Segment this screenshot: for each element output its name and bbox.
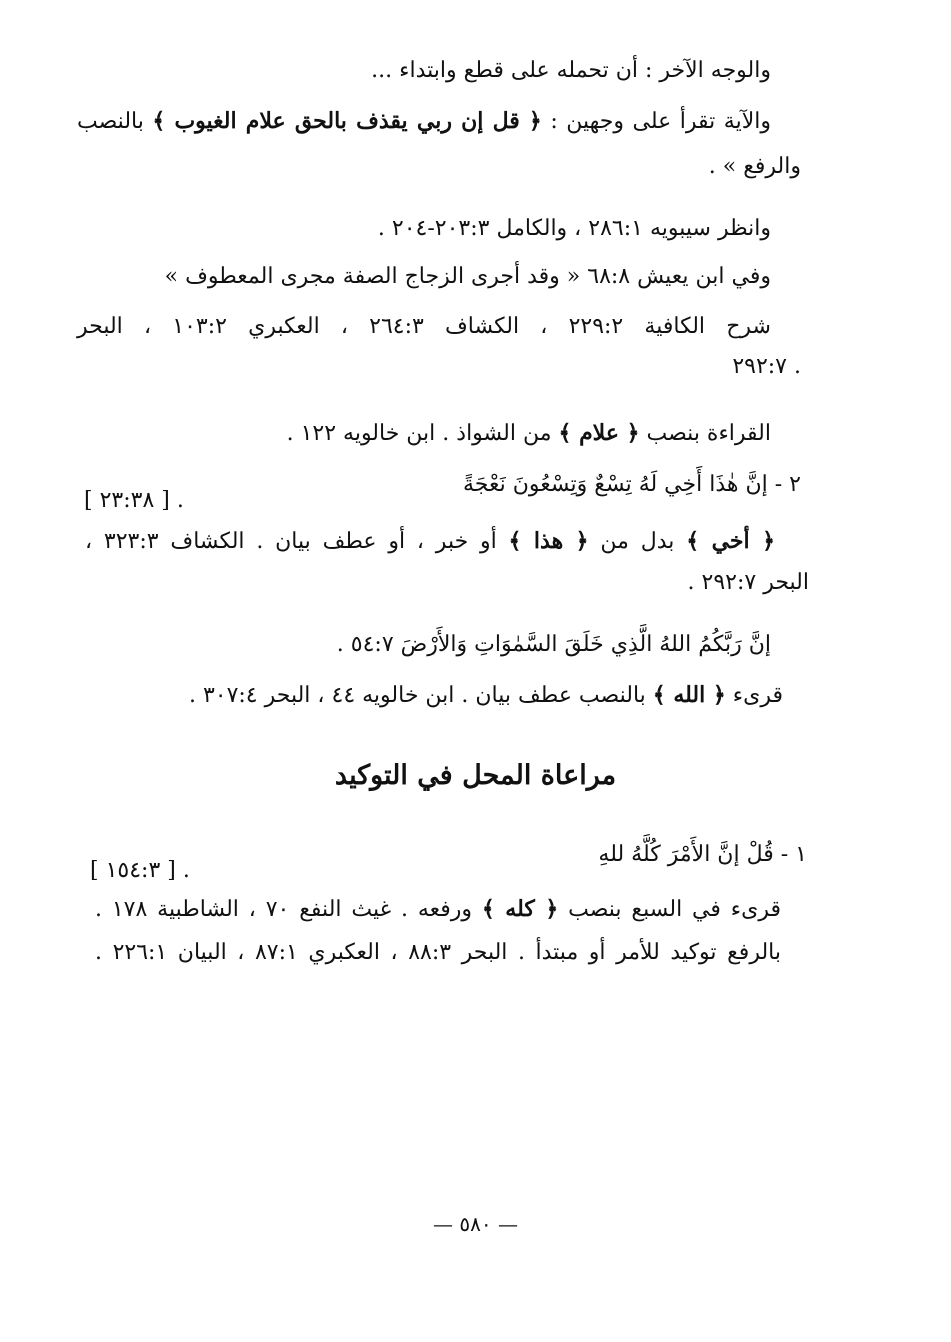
text-segment: بالنصب xyxy=(77,109,153,134)
text-line: ٢٩٢:٧ . xyxy=(732,354,801,379)
quran-quote: ﴿ علام ﴾ xyxy=(558,420,640,446)
text-segment: ورفعه . غيث النفع ٧٠ ، الشاطبية ١٧٨ . xyxy=(95,897,482,922)
quran-quote: ﴿ كله ﴾ xyxy=(481,896,559,922)
text-line: شرح الكافية ٢٢٩:٢ ، الكشاف ٢٦٤:٣ ، العكبري ١٠٣:٢ ، البحر xyxy=(77,314,771,339)
section-title: مراعاة المحل في التوكيد xyxy=(334,760,617,791)
quran-quote: ﴿ أخي ﴾ xyxy=(686,528,775,554)
text-segment: القراءة بنصب xyxy=(639,421,771,446)
text-segment: أو خبر ، أو عطف بيان . الكشاف ٣٢٣:٣ ، xyxy=(85,529,509,554)
text-segment: بدل من xyxy=(588,529,687,554)
text-line: وانظر سيبويه ٢٨٦:١ ، والكامل ٢٠٣:٣-٢٠٤ . xyxy=(377,216,771,241)
text-line: وفي ابن يعيش ٦٨:٨ « وقد أجرى الزجاج الصفة مجرى المعطوف » xyxy=(164,264,771,289)
text-line: والوجه الآخر : أن تحمله على قطع وابتداء ... xyxy=(371,58,771,83)
quran-quote: ﴿ هذا ﴾ xyxy=(508,528,589,554)
verse-line: ١ - قُلْ إنَّ الأَمْرَ كُلَّهُ للهِ xyxy=(598,842,807,867)
text-line xyxy=(95,894,781,925)
page-number: — ٥٨٠ — xyxy=(433,1212,518,1236)
text-line: البحر ٢٩٢:٧ . xyxy=(687,570,809,595)
text-line xyxy=(85,526,775,557)
text-segment: والآية تقرأ على وجهين : xyxy=(541,109,772,134)
quran-quote: ﴿ قل إن ربي يقذف بالحق علام الغيوب ﴾ xyxy=(152,108,542,134)
text-line: بالرفع توكيد للأمر أو مبتدأ . البحر ٨٨:٣ ، العكبري ٨٧:١ ، البيان ٢٢٦:١ . xyxy=(95,940,781,965)
text-line xyxy=(287,418,771,449)
text-segment: من الشواذ . ابن خالويه ١٢٢ . xyxy=(286,421,559,446)
text-segment: قرىء في السبع بنصب xyxy=(558,897,781,922)
text-segment: بالنصب عطف بيان . ابن خالويه ٤٤ ، البحر ٣٠٧:٤ . xyxy=(188,683,653,708)
verse-reference: [ ١٥٤:٣ ] . xyxy=(90,858,190,883)
text-line xyxy=(189,680,783,711)
text-segment: قرىء xyxy=(725,683,783,708)
text-line: والرفع » . xyxy=(708,154,801,179)
verse-line: ٢ - إنَّ هٰذَا أَخِي لَهُ تِسْعٌ وَتِسْعُونَ نَعْجَةً xyxy=(463,472,801,497)
quran-quote: ﴿ الله ﴾ xyxy=(652,682,726,708)
verse-line: إنَّ رَبَّكُمُ اللهُ الَّذِي خَلَقَ السَّمٰوَاتِ وَالأَرْضَ ٥٤:٧ . xyxy=(336,632,771,657)
verse-reference: [ ٢٣:٣٨ ] . xyxy=(84,488,184,513)
text-line xyxy=(77,106,771,137)
